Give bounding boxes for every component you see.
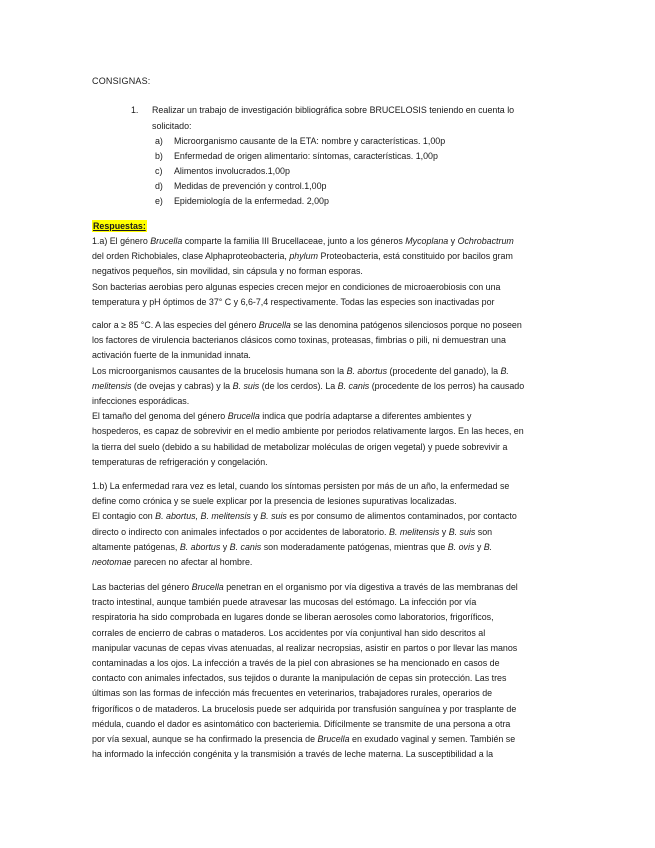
text-run: por vía sexual, aunque se ha confirmado la presencia de: [92, 734, 318, 745]
text-line: [92, 479, 564, 494]
italic-text: melitensis: [92, 380, 132, 391]
text-line: [92, 732, 564, 747]
text-line: [92, 424, 564, 439]
text-line: [92, 348, 564, 363]
text-run: define como crónica y se suele explicar por la presencia de lesiones supurativas localizadas.: [92, 496, 457, 507]
text-run: calor a ≥ 85 °C. A las especies del género: [92, 320, 259, 330]
text-line: [92, 641, 564, 656]
text-line: [92, 671, 564, 686]
text-run: la tierra del suelo (debido a su habilidad de metabolizar moléculas de origen vegetal) y puede sobrevivir a: [92, 441, 508, 452]
text-run: infecciones esporádicas.: [92, 396, 190, 407]
italic-text: B.: [500, 365, 509, 376]
text-run: es por consumo de alimentos contaminados, por contacto: [286, 511, 517, 522]
text-run: (de ovejas y cabras) y la: [131, 380, 233, 391]
italic-text: B. canis: [229, 541, 262, 552]
text-line: [92, 747, 564, 762]
italic-text: B. ovis: [447, 541, 475, 552]
italic-text: Brucella: [150, 236, 183, 246]
text-line: [92, 509, 564, 524]
text-line: [92, 264, 564, 279]
text-run: respiratoria ha sido comprobada en lugares donde se liberan aerosoles como laboratorios, frigoríficos,: [92, 612, 494, 623]
text-run: 1.b) La enfermedad rara vez es letal, cuando los síntomas persisten por más de un año, la enfermedad se: [92, 481, 510, 491]
text-run: Son bacterias aerobias pero algunas especies crecen mejor en condiciones de microaerobiosis con una: [92, 281, 501, 292]
italic-text: B. abortus: [346, 365, 388, 376]
text-run: indica que podría adaptarse a diferentes ambientes y: [259, 411, 472, 422]
text-line: [92, 525, 564, 540]
text-run: temperaturas de refrigeración y congelación.: [92, 456, 268, 467]
subtask-text: Microorganismo causante de la ETA: nombre y características. 1,00p: [174, 136, 446, 146]
italic-text: B. suis: [448, 526, 476, 537]
text-line: [92, 656, 564, 671]
text-line: [92, 717, 564, 732]
text-line: [92, 234, 564, 249]
text-line: [92, 295, 564, 310]
italic-text: neotomae: [92, 557, 132, 568]
text-run: y: [439, 526, 449, 537]
text-line: [92, 394, 564, 409]
italic-text: B. suis: [232, 380, 260, 391]
text-run: manipular vacunas de cepas vivas atenuadas, al realizar necropsias, asistir en partos o por llevar las manos: [92, 642, 518, 653]
text-run: (procedente del ganado), la: [387, 365, 501, 376]
italic-text: B.: [483, 541, 493, 552]
text-line: [92, 364, 564, 379]
italic-text: Ochrobactrum: [457, 236, 514, 246]
text-line: [92, 494, 564, 509]
italic-text: B. abortus: [179, 541, 221, 552]
subtask-text: Alimentos involucrados.1,00p: [174, 166, 290, 176]
text-run: hospederos, es capaz de sobrevivir en el medio ambiente por periodos relativamente largos. En las heces, en: [92, 426, 524, 437]
text-run: últimas son las formas de infección más frecuentes en veterinarios, trabajadores rurales, operarios de: [92, 688, 493, 699]
text-line: [92, 455, 564, 470]
task-line: Realizar un trabajo de investigación bibliográfica sobre BRUCELOSIS teniendo en cuenta lo: [152, 105, 515, 115]
text-run: son: [475, 526, 493, 537]
text-line: [92, 540, 564, 555]
text-run: temperatura y pH óptimos de 37° C y 6,6-7,4 respectivamente. Todas las especies son inactivadas por: [92, 296, 495, 307]
text-line: [92, 702, 564, 717]
text-run: y: [448, 236, 458, 246]
text-run: parecen no afectar al hombre.: [131, 557, 253, 568]
task-number: 1.: [131, 105, 139, 115]
text-line: [92, 409, 564, 424]
text-run: son moderadamente patógenas, mientras que: [261, 541, 448, 552]
text-run: y: [250, 511, 261, 522]
text-run: en exudado vaginal y semen. También se: [349, 734, 516, 745]
text-line: [92, 580, 564, 595]
text-run: negativos pequeños, sin movilidad, sin cápsula y no forman esporas.: [92, 266, 363, 277]
text-run: frigoríficos o de mataderos. La brucelosis puede ser adquirida por transfusión sanguínea y por trasplante de: [92, 703, 517, 714]
italic-text: Brucella: [227, 411, 260, 422]
text-run: (procedente de los perros) ha causado: [369, 380, 525, 391]
subtask-letter: a): [155, 136, 163, 146]
text-line: [92, 555, 564, 570]
italic-text: Mycoplana: [405, 236, 449, 246]
answer-transmission: [92, 580, 564, 762]
answer-1a-part1: [92, 234, 564, 310]
text-run: Los microorganismos causantes de la brucelosis humana son la: [92, 365, 347, 376]
subtask-letter: e): [155, 196, 163, 206]
text-run: los factores de virulencia bacterianos clásicos como toxinas, proteasas, fimbrias o pili, ni demuestran una: [92, 335, 506, 346]
text-run: Las bacterias del género: [92, 582, 192, 592]
text-run: se las denomina patógenos silenciosos porque no poseen: [290, 320, 522, 330]
italic-text: Brucella: [317, 734, 350, 745]
answer-1a-part2: [92, 318, 564, 470]
text-line: [92, 249, 564, 264]
italic-text: B. suis: [260, 511, 287, 522]
italic-text: Brucella: [191, 582, 224, 592]
text-run: corrales de encierro de cabras o mataderos. Los accidentes por vía conjuntival han sido descritos al: [92, 627, 486, 638]
text-line: [92, 610, 564, 625]
text-line: [92, 333, 564, 348]
subtask-text: Enfermedad de origen alimentario: síntomas, características. 1,00p: [174, 151, 438, 161]
text-run: directo o indirecto con animales infectados o por accidentes de laboratorio.: [92, 526, 389, 537]
text-line: [92, 686, 564, 701]
text-run: El tamaño del genoma del género: [92, 411, 228, 422]
text-line: [92, 280, 564, 295]
section-heading: CONSIGNAS:: [92, 76, 151, 86]
text-line: [92, 595, 564, 610]
text-line: [92, 318, 564, 333]
text-run: médula, cuando el dador es asintomático con bacteriemia. Difícilmente se transmite de una persona a otra: [92, 718, 511, 729]
text-run: contaminadas a los ojos. La infección a través de la piel con abrasiones se ha mencionado en casos de: [92, 658, 500, 669]
text-line: [92, 440, 564, 455]
text-run: tracto intestinal, aunque también puede atravesar las mucosas del estómago. La infección por vía: [92, 597, 477, 608]
text-run: comparte la familia III Brucellaceae, junto a los géneros: [182, 236, 406, 246]
task-text: [152, 102, 572, 134]
answer-1b: [92, 479, 564, 570]
text-run: 1.a) El género: [92, 236, 151, 246]
answers-label: Respuestas:: [93, 221, 146, 231]
text-run: ha informado la infección congénita y la transmisión a través de leche materna. La susceptibilidad a la: [92, 749, 494, 760]
subtask-letter: c): [155, 166, 163, 176]
text-run: y: [474, 541, 484, 552]
text-line: [92, 626, 564, 641]
text-run: El contagio con: [92, 511, 156, 522]
italic-text: Brucella: [258, 320, 291, 330]
subtask-text: Epidemiología de la enfermedad. 2,00p: [174, 196, 329, 206]
text-run: Proteobacteria, está constituido por bacilos gram: [317, 251, 513, 262]
italic-text: B. canis: [337, 380, 370, 391]
italic-text: B. melitensis: [389, 526, 440, 537]
subtask-text: Medidas de prevención y control.1,00p: [174, 181, 327, 191]
text-run: activación fuerte de la inmunidad innata.: [92, 350, 251, 361]
italic-text: phylum: [289, 251, 318, 262]
text-run: y: [220, 541, 230, 552]
task-line: solicitado:: [152, 121, 192, 131]
italic-text: B. abortus, B. melitensis: [155, 511, 251, 522]
text-run: altamente patógenas,: [92, 541, 180, 552]
text-line: [92, 379, 564, 394]
text-run: contacto con animales infectados, sus tejidos o durante la manipulación de cepas sin protección. Las tres: [92, 673, 507, 684]
text-run: del orden Richobiales, clase Alphaproteobacteria,: [92, 251, 290, 262]
text-run: penetran en el organismo por vía digestiva a través de las membranas del: [223, 582, 518, 592]
text-run: (de los cerdos). La: [259, 380, 338, 391]
subtask-letter: b): [155, 151, 163, 161]
subtask-letter: d): [155, 181, 163, 191]
